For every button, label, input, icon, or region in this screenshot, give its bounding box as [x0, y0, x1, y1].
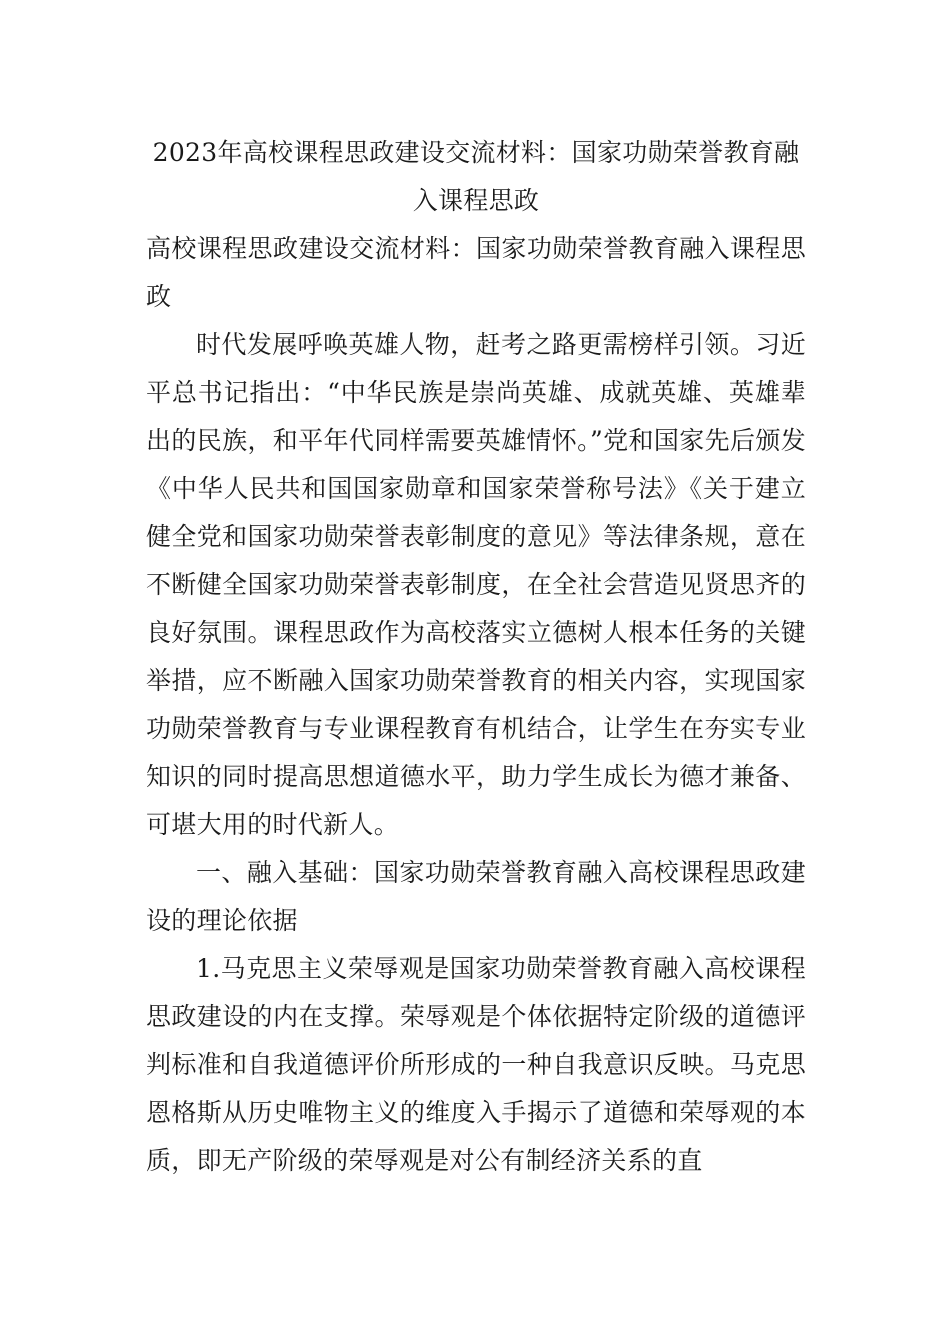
document-subtitle: 高校课程思政建设交流材料：国家功勋荣誉教育融入课程思政 [146, 234, 806, 311]
paragraph-intro: 时代发展呼唤英雄人物，赶考之路更需榜样引领。习近平总书记指出：“中华民族是崇尚英雄、成就英雄、英雄辈出的民族，和平年代同样需要英雄情怀。”党和国家先后颁发《中华人民共和国国家勋章和国家荣誉称号法》《关于建立健全党和国家功勋荣誉表彰制度的意见》等法律条规，意在不断健全国家功勋荣誉表彰制度，在全社会营造见贤思齐的良好氛围。课程思政作为高校落实立德树人根本任务的关键举措，应不断融入国家功勋荣誉教育的相关内容，实现国家功勋荣誉教育与专业课程教育有机结合，让学生在夯实专业知识的同时提高思想道德水平，助力学生成长为德才兼备、可堪大用的时代新人。 [146, 330, 806, 839]
section-heading-1: 一、融入基础：国家功勋荣誉教育融入高校课程思政建设的理论依据 [146, 858, 806, 935]
document-body [146, 129, 806, 1185]
document-title: 2023年高校课程思政建设交流材料：国家功勋荣誉教育融入课程思政 [152, 138, 800, 215]
paragraph-point-1: 1.马克思主义荣辱观是国家功勋荣誉教育融入高校课程思政建设的内在支撑。荣辱观是个体依据特定阶级的道德评判标准和自我道德评价所形成的一种自我意识反映。马克思恩格斯从历史唯物主义的维度入手揭示了道德和荣辱观的本质，即无产阶级的荣辱观是对公有制经济关系的直 [146, 954, 806, 1175]
